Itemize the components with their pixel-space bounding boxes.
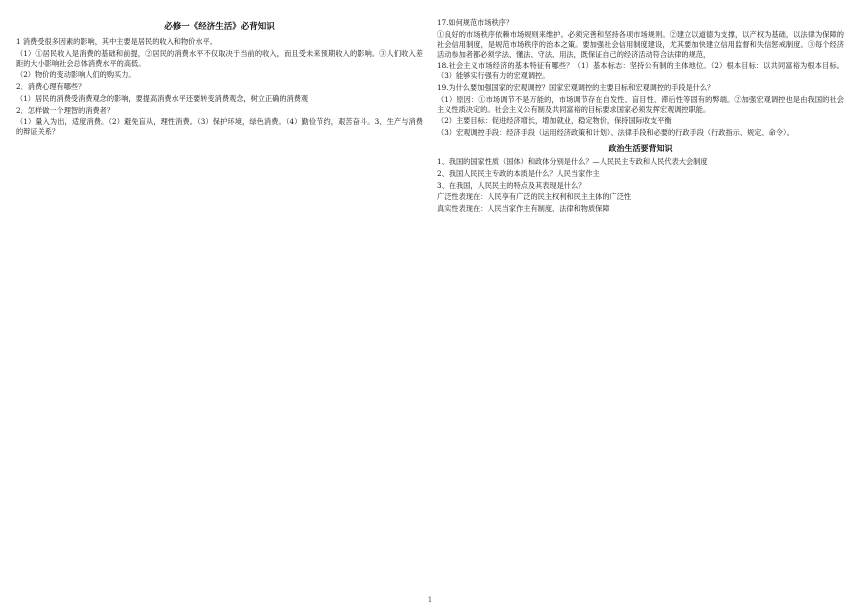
paragraph: 2、我国人民民主专政的本质是什么？人民当家作主 [437, 168, 600, 178]
paragraph: （1）①居民收入是消费的基础和前提，②居民的消费水平不仅取决于当前的收入，而且受未来预期收入的影响。③人们收入差距的大小影响社会总体消费水平的高低。 [16, 48, 423, 68]
document-title: 必修一《经济生活》必背知识 [164, 22, 275, 32]
paragraph: （1）量入为出，适度消费。（2）避免盲从，理性消费。（3）保护环境，绿色消费。（4）勤俭节约，艰苦奋斗。3、生产与消费的辩证关系？ [16, 117, 423, 137]
section-title: 政治生活要背知识 [608, 143, 673, 154]
paragraph: 3、在我国，人民民主的特点及其表现是什么？ [437, 180, 586, 190]
paragraph: 1 消费受很多因素的影响，其中主要是居民的收入和物价水平。 [16, 37, 217, 46]
paragraph: （3）宏观调控手段：经济手段（运用经济政策和计划）、法律手段和必要的行政手段（行政指示、规定、命令）。 [437, 128, 794, 138]
paragraph: 17.如何规范市场秩序？ [437, 18, 514, 27]
page-number: 1 [427, 596, 433, 604]
two-column-body [16, 18, 844, 584]
left-column [16, 18, 423, 584]
paragraph: 广泛性表现在：人民享有广泛的民主权利和民主主体的广泛性 [437, 192, 632, 202]
paragraph: 真实性表现在：人民当家作主有制度、法律和物质保障 [437, 204, 610, 214]
paragraph: 1、我国的国家性质（国体）和政体分别是什么？—人民民主专政和人民代表大会制度 [437, 157, 708, 167]
paragraph: 18.社会主义市场经济的基本特征有哪些？（1）基本标志：坚持公有制的主体地位。（2）根本目标：以共同富裕为根本目标。（3）能够实行强有力的宏观调控。 [437, 61, 844, 81]
right-column [437, 18, 844, 584]
paragraph: 2．消费心理有哪些？ [16, 82, 86, 92]
paragraph: （2）主要目标：促进经济增长，增加就业，稳定物价，保持国际收支平衡 [437, 116, 672, 126]
paragraph: 19.为什么要加强国家的宏观调控？国家宏观调控的主要目标和宏观调控的手段是什么？ [437, 83, 715, 93]
paragraph: ①良好的市场秩序依赖市场规则来维护。必须完善和坚持各项市场规则。②建立以道德为支撑，以产权为基础，以法律为保障的社会信用制度，是规范市场秩序的治本之策。要加强社会信用制度建设，尤其要加快建立信用监督和失信惩戒制度。③每个经济活动参加者都必须学法、懂法、守法、用法，既保证自己的经济活动符合法律的规范， [437, 29, 844, 59]
paragraph: 2．怎样做一个理智的消费者？ [16, 105, 115, 115]
paragraph: （2）物价的变动影响人们的购买力。 [16, 70, 136, 80]
paragraph: （1）居民的消费受消费观念的影响，要提高消费水平还要转变消费观念，树立正确的消费观 [16, 93, 309, 103]
paragraph: （1）原因：①市场调节不是万能的，市场调节存在自发性、盲目性、滞后性等固有的弊端。②加强宏观调控也是由我国的社会主义性质决定的。社会主义公有制及共同富裕的目标要求国家必须发挥宏观调控职能。 [437, 94, 844, 114]
